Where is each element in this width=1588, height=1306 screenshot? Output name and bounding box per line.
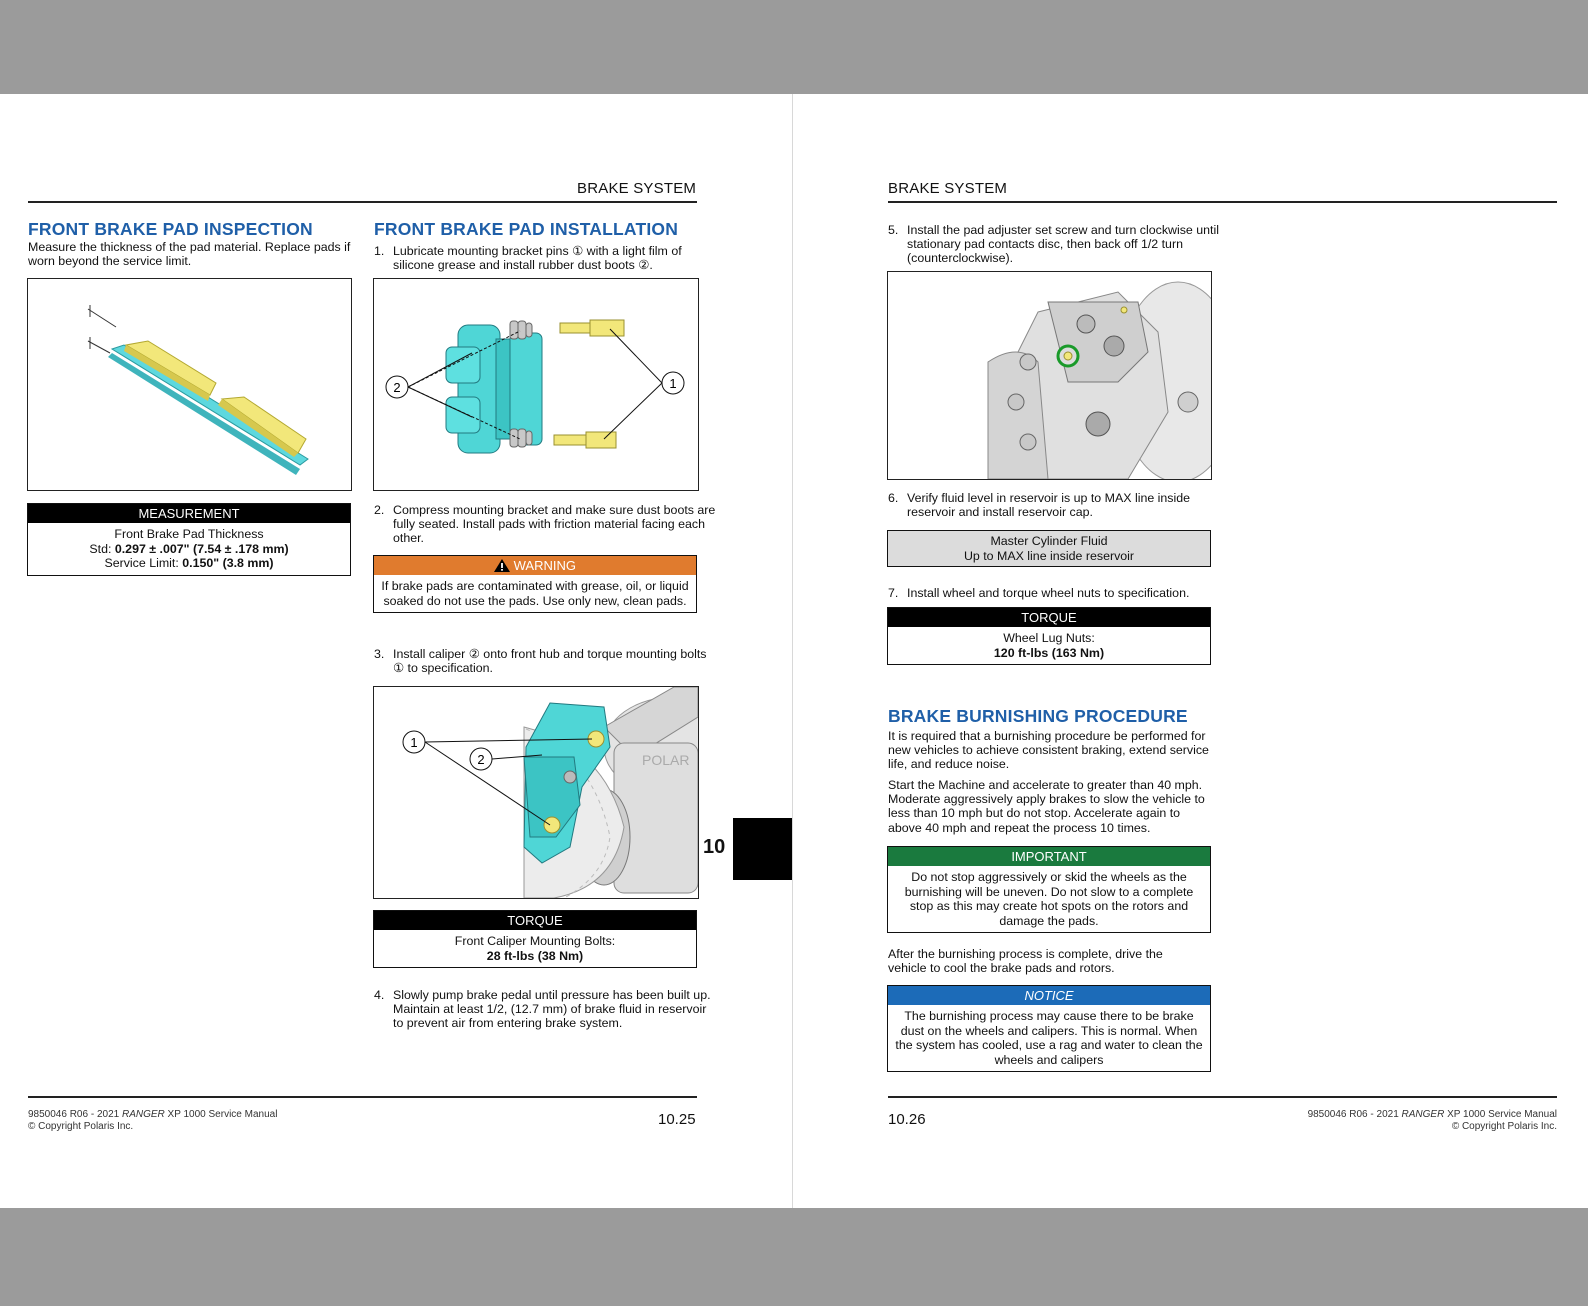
step-text: Slowly pump brake pedal until pressure has been built up. Maintain at least 1/2, (12.7 mm) of brake fluid in reservoir to prevent air from entering brake system.	[393, 988, 711, 1031]
torque-value: 120 ft-lbs (163 Nm)	[993, 645, 1105, 660]
footer-rule-left	[28, 1096, 697, 1098]
torque-value: 28 ft-lbs (38 Nm)	[486, 948, 584, 963]
warning-box	[373, 555, 697, 613]
callout-1-label: 1	[669, 376, 677, 391]
page-gutter-divider	[792, 94, 793, 1208]
doc-suffix: XP 1000 Service Manual	[1444, 1109, 1557, 1120]
callout-1-label: 1	[410, 735, 418, 750]
step-number: 5.	[888, 223, 899, 237]
warning-triangle-icon	[494, 559, 510, 572]
installation-heading: FRONT BRAKE PAD INSTALLATION	[374, 219, 679, 239]
step-number: 3.	[374, 647, 385, 661]
burnishing-p2: Start the Machine and accelerate to greater than 40 mph. Moderate aggressively apply brakes to slow the vehicle to less than 10 mph but do not stop. Accelerate again to above 40 mph and repeat the process 10 times.	[888, 778, 1205, 835]
burnishing-p1: It is required that a burnishing procedure be performed for new vehicles to achieve consistent braking, extend service life, and reduce noise.	[888, 729, 1209, 772]
footer-doc-right	[1257, 1109, 1557, 1132]
callout-2-label: 2	[393, 380, 401, 395]
running-head-right: BRAKE SYSTEM	[888, 180, 1008, 197]
install-step-1	[374, 244, 717, 272]
step-6	[888, 491, 1231, 519]
caliper-illustration	[374, 687, 698, 898]
install-step-4	[374, 988, 717, 1031]
torque-box-caliper	[373, 910, 697, 968]
torque-header: TORQUE	[888, 608, 1210, 627]
std-label: Std:	[89, 541, 115, 556]
header-rule-left	[28, 201, 697, 203]
install-step-2	[374, 503, 717, 546]
measurement-box	[27, 503, 351, 576]
footer-doc-left	[28, 1109, 277, 1132]
burnishing-heading: BRAKE BURNISHING PROCEDURE	[888, 706, 1188, 726]
torque-box-lug-nuts	[887, 607, 1211, 665]
inspection-heading: FRONT BRAKE PAD INSPECTION	[28, 219, 313, 239]
step-text: Compress mounting bracket and make sure dust boots are fully seated. Install pads with friction material facing each other.	[393, 503, 716, 546]
torque-header: TORQUE	[374, 911, 696, 930]
bracket-pins-figure	[373, 278, 699, 491]
header-rule-right	[888, 201, 1557, 203]
polaris-hub-lettering: POLAR	[642, 752, 690, 768]
step-number: 2.	[374, 503, 385, 517]
install-step-3	[374, 647, 717, 675]
important-box	[887, 846, 1211, 933]
doc-suffix: XP 1000 Service Manual	[164, 1109, 278, 1120]
step-number: 1.	[374, 244, 385, 258]
step-number: 7.	[888, 586, 899, 600]
page-number-right: 10.26	[888, 1111, 926, 1128]
important-text: Do not stop aggressively or skid the wheels as the burnishing will be uneven. Do not slow to a complete stop as this may create hot spots on the rotors and damage the pads.	[904, 870, 1194, 928]
torque-line1: Front Caliper Mounting Bolts:	[454, 934, 616, 948]
doc-prefix: 9850046 R06 - 2021	[1307, 1109, 1402, 1120]
limit-label: Service Limit:	[104, 556, 183, 571]
fluid-line2: Up to MAX line inside reservoir	[963, 548, 1135, 563]
step-5	[888, 223, 1231, 266]
torque-line1: Wheel Lug Nuts:	[1003, 631, 1095, 645]
measurement-limit	[34, 556, 344, 571]
chapter-tab	[733, 818, 792, 880]
doc-model: RANGER	[121, 1109, 165, 1120]
copyright: © Copyright Polaris Inc.	[28, 1120, 134, 1132]
fluid-line1: Master Cylinder Fluid	[990, 534, 1108, 548]
measurement-line1: Front Brake Pad Thickness	[114, 527, 264, 541]
step-7	[888, 586, 1247, 600]
warning-header	[374, 556, 696, 575]
doc-model: RANGER	[1401, 1109, 1445, 1120]
measurement-header: MEASUREMENT	[28, 504, 350, 523]
step-text: Verify fluid level in reservoir is up to MAX line inside reservoir and install reservoir cap.	[907, 491, 1191, 520]
footer-rule-right	[888, 1096, 1557, 1098]
running-head-left: BRAKE SYSTEM	[577, 180, 697, 197]
callout-2-label: 2	[477, 752, 485, 767]
inspection-text: Measure the thickness of the pad material. Replace pads if worn beyond the service limit.	[28, 240, 351, 269]
notice-header: NOTICE	[888, 986, 1210, 1005]
bracket-illustration	[374, 279, 698, 490]
doc-prefix: 9850046 R06 - 2021	[28, 1109, 122, 1120]
step-text: Install caliper ② onto front hub and torque mounting bolts ① to specification.	[393, 647, 707, 676]
notice-text: The burnishing process may cause there to be brake dust on the wheels and calipers. This is normal. When the system has cooled, use a rag and water to clean the wheels and calipers	[895, 1009, 1203, 1067]
std-value: 0.297 ± .007" (7.54 ± .178 mm)	[114, 541, 289, 556]
step-number: 6.	[888, 491, 899, 505]
important-header: IMPORTANT	[888, 847, 1210, 866]
warning-label: WARNING	[513, 558, 576, 573]
chapter-number: 10	[703, 836, 726, 858]
limit-value: 0.150" (3.8 mm)	[182, 556, 274, 571]
measurement-std	[34, 542, 344, 557]
copyright: © Copyright Polaris Inc.	[1451, 1120, 1557, 1132]
fluid-spec-box	[887, 530, 1211, 567]
brake-pad-figure	[27, 278, 352, 491]
adjuster-illustration	[888, 272, 1211, 479]
pad-adjuster-figure	[887, 271, 1212, 480]
step-number: 4.	[374, 988, 385, 1002]
brake-pad-illustration	[28, 279, 351, 490]
warning-text: If brake pads are contaminated with grease, oil, or liquid soaked do not use the pads. Use only new, clean pads.	[381, 579, 689, 608]
step-text: Install wheel and torque wheel nuts to specification.	[907, 586, 1190, 600]
burnishing-p3: After the burnishing process is complete, drive the vehicle to cool the brake pads and rotors.	[888, 947, 1163, 976]
caliper-install-figure	[373, 686, 699, 899]
step-text: Lubricate mounting bracket pins ① with a light film of silicone grease and install rubber dust boots ②.	[393, 244, 682, 273]
page-number-left: 10.25	[658, 1111, 696, 1128]
notice-box	[887, 985, 1211, 1072]
step-text: Install the pad adjuster set screw and turn clockwise until stationary pad contacts disc, then back off 1/2 turn (counterclockwise).	[907, 223, 1219, 266]
